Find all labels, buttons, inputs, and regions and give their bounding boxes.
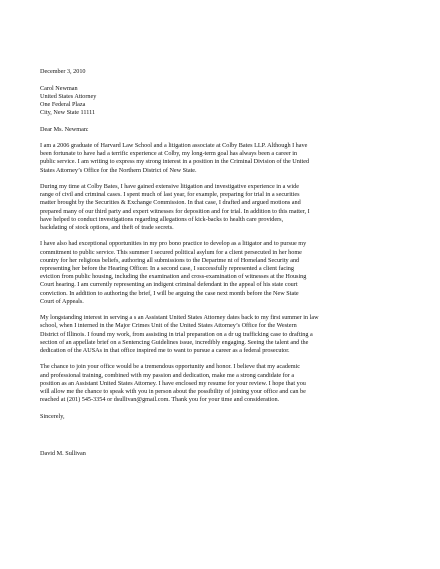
body-paragraph — [40, 363, 402, 404]
body-paragraph — [40, 314, 402, 355]
paragraph-line: country for her religious beliefs, authoring all submissions to the Departme nt of Homeland Security and — [40, 256, 300, 264]
letter-date: December 3, 2010 — [40, 68, 86, 75]
paragraph-line: been fortunate to have had a terrific experience at Colby, my long-term goal has always been a career in — [40, 150, 298, 158]
paragraph-line: District of Illinois. I found my work, from assisting in trial preparation on a dr ug trafficking case to drafting a — [40, 330, 313, 338]
paragraph-line: section of an appellate brief on a Sentencing Guidelines issue, incredibly engaging. Seeing the talent and the — [40, 338, 309, 346]
paragraph-line: During my time at Colby Bates, I have gained extensive litigation and investigative experience in a wide — [40, 183, 299, 190]
signature-name: David M. Sullivan — [40, 449, 86, 457]
paragraph-line: school, when I interned in the Major Crimes Unit of the United States Attorney’s Office for the Western — [40, 322, 297, 330]
paragraph-line: The chance to join your office would be a tremendous opportunity and honor. I believe that my academic — [40, 363, 301, 371]
paragraph-line: conviction. In addition to authoring the brief, I will be arguing the case next month before the New State — [40, 289, 299, 297]
paragraph-line: range of civil and criminal cases. I spent much of last year, for example, preparing for trial in a securities — [40, 191, 300, 199]
paragraph-line: Court of Appeals. — [40, 297, 84, 305]
salutation: Dear Ms. Newman: — [40, 126, 89, 134]
paragraph-line: and professional training, combined with my passion and dedication, make me a strong candidate for a — [40, 371, 295, 379]
body-paragraph — [40, 183, 402, 232]
body-paragraph — [40, 240, 402, 306]
paragraph-line: dedication of the AUSAs in that office inspired me to want to pursue a career as a federal prosecutor. — [40, 347, 290, 355]
paragraph-line: I have also had exceptional opportunities in my pro bono practice to develop as a litigator and to pursue my — [40, 240, 307, 248]
paragraph-line: eviction from public housing, including the examination and cross-examination of witnesses at the Housing — [40, 273, 307, 281]
recipient-name: Carol Newman — [40, 84, 78, 92]
paragraph-line: reached at (201) 545-3354 or dsullivan@gmail.com. Thank you for your time and consideration. — [40, 396, 280, 404]
paragraph-line: My longstanding interest in serving a s an Assistant United States Attorney dates back to my first summer in law — [40, 314, 319, 322]
paragraph-line: backdating of stock options, and theft of trade secrets. — [40, 224, 174, 232]
paragraph-line: will allow me the chance to speak with you in person about the possibility of joining your office and can be — [40, 388, 306, 396]
paragraph-line: matter brought by the Securities & Exchange Commission. In that case, I drafted and argued motions and — [40, 199, 301, 207]
paragraph-line: representing her before the Hearing Officer. In a second case, I successfully represented a client facing — [40, 265, 294, 273]
recipient-city: City, New State 11111 — [40, 109, 96, 117]
paragraph-line: position as an Assistant United States Attorney. I have enclosed my resume for your review. I hope that you — [40, 379, 306, 387]
paragraph-line: I am a 2006 graduate of Harvard Law School and a litigation associate at Colby Bates LLP. Although I have — [40, 142, 308, 149]
paragraph-line: Court hearing. I am currently representing an indigent criminal defendant in the appeal of his state court — [40, 281, 298, 289]
body-paragraph — [40, 142, 402, 175]
recipient-street: One Federal Plaza — [40, 101, 86, 109]
recipient-address — [40, 85, 402, 118]
paragraph-line: States Attorney’s Office for the Northern District of New State. — [40, 166, 197, 174]
paragraph-line: public service. I am writing to express my strong interest in a position in the Criminal Division of the United — [40, 158, 310, 166]
recipient-title: United States Attorney — [40, 93, 97, 100]
paragraph-line: prepared many of our third party and expert witnesses for deposition and for trial. In addition to this matter, I — [40, 207, 310, 215]
closing: Sincerely, — [40, 412, 65, 420]
paragraph-line: commitment to public service. This summer I secured political asylum for a client persecuted in her home — [40, 248, 302, 256]
paragraph-line: have helped to conduct investigations regarding allegations of kick-backs to health care providers, — [40, 215, 284, 223]
cover-letter — [40, 68, 402, 458]
letter-body — [40, 142, 402, 404]
